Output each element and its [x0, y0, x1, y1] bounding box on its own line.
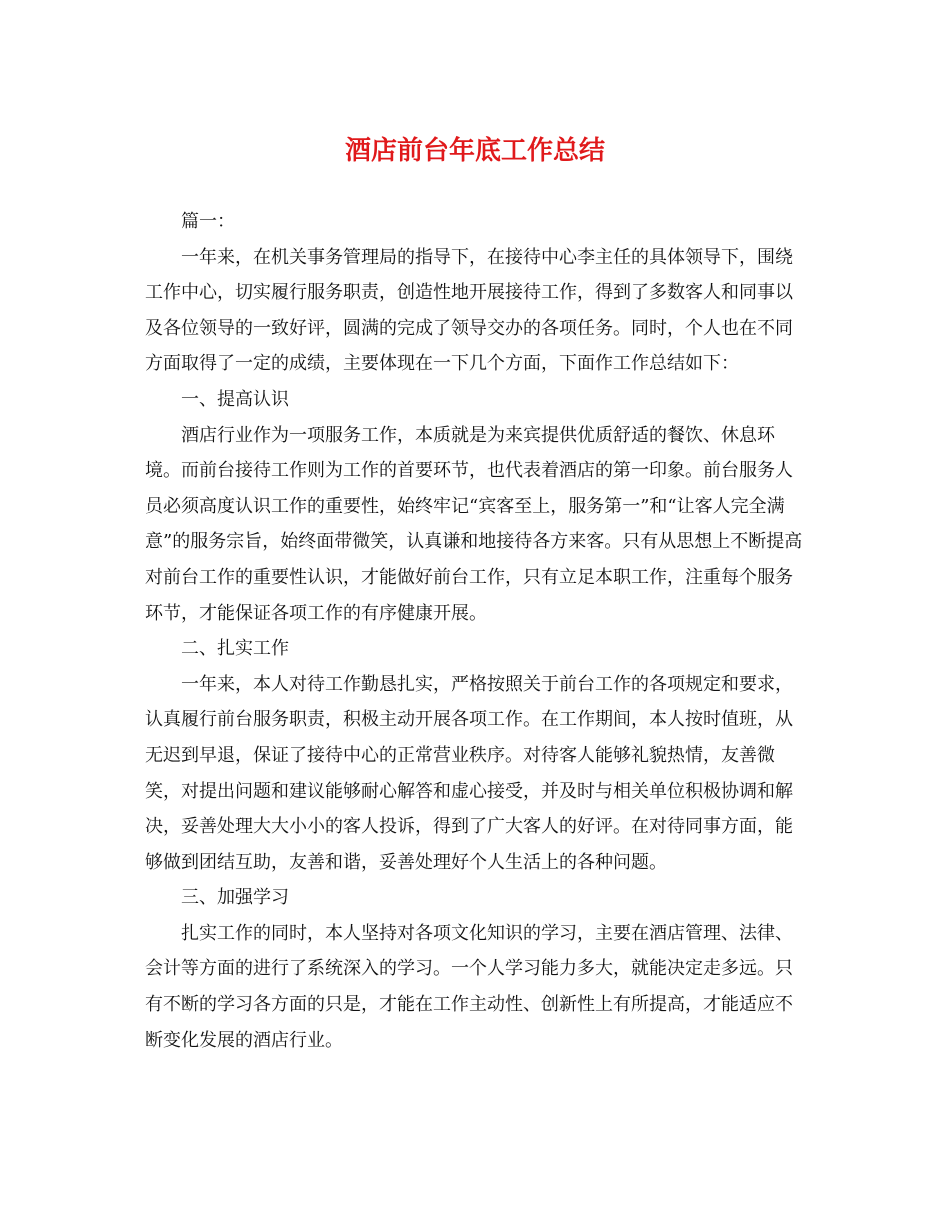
section-label-part-one: 篇一：: [181, 211, 235, 232]
section-1-paragraph: 酒店行业作为一项服务工作，本质就是为来宾提供优质舒适的餐饮、休息环境。而前台接待工作则为工作的首要环节，也代表着酒店的第一印象。前台服务人员必须高度认识工作的重要性，始终牢记“宾客至上，服务第一”和“让客人完全满意”的服务宗旨，始终面带微笑，认真谦和地接待各方来客。只有从思想上不断提高对前台工作的重要性认识，才能做好前台工作，只有立足本职工作，注重每个服务环节，才能保证各项工作的有序健康开展。: [145, 424, 803, 624]
section-3-paragraph: 扎实工作的同时，本人坚持对各项文化知识的学习，主要在酒店管理、法律、会计等方面的进行了系统深入的学习。一个人学习能力多大，就能决定走多远。只有不断的学习各方面的只是，才能在工作主动性、创新性上有所提高，才能适应不断变化发展的酒店行业。: [145, 922, 793, 1051]
section-heading-2: 二、扎实工作: [181, 638, 289, 660]
section-heading-3: 三、加强学习: [181, 887, 289, 909]
section-2-paragraph: 一年来，本人对待工作勤恳扎实，严格按照关于前台工作的各项规定和要求，认真履行前台服务职责，积极主动开展各项工作。在工作期间，本人按时值班，从无迟到早退，保证了接待中心的正常营业秩序。对待客人能够礼貌热情，友善微笑，对提出问题和建议能够耐心解答和虚心接受，并及时与相关单位积极协调和解决，妥善处理大大小小的客人投诉，得到了广大客人的好评。在对待同事方面，能够做到团结互助，友善和谐，妥善处理好个人生活上的各种问题。: [145, 673, 793, 873]
section-heading-1: 一、提高认识: [181, 388, 289, 410]
document-title: 酒店前台年底工作总结: [344, 136, 605, 166]
intro-paragraph: 一年来，在机关事务管理局的指导下，在接待中心李主任的具体领导下，围绕工作中心，切实履行服务职责，创造性地开展接待工作，得到了多数客人和同事以及各位领导的一致好评，圆满的完成了领导交办的各项任务。同时，个人也在不同方面取得了一定的成绩，主要体现在一下几个方面，下面作工作总结如下：: [145, 246, 793, 375]
document-body: [145, 204, 810, 1058]
